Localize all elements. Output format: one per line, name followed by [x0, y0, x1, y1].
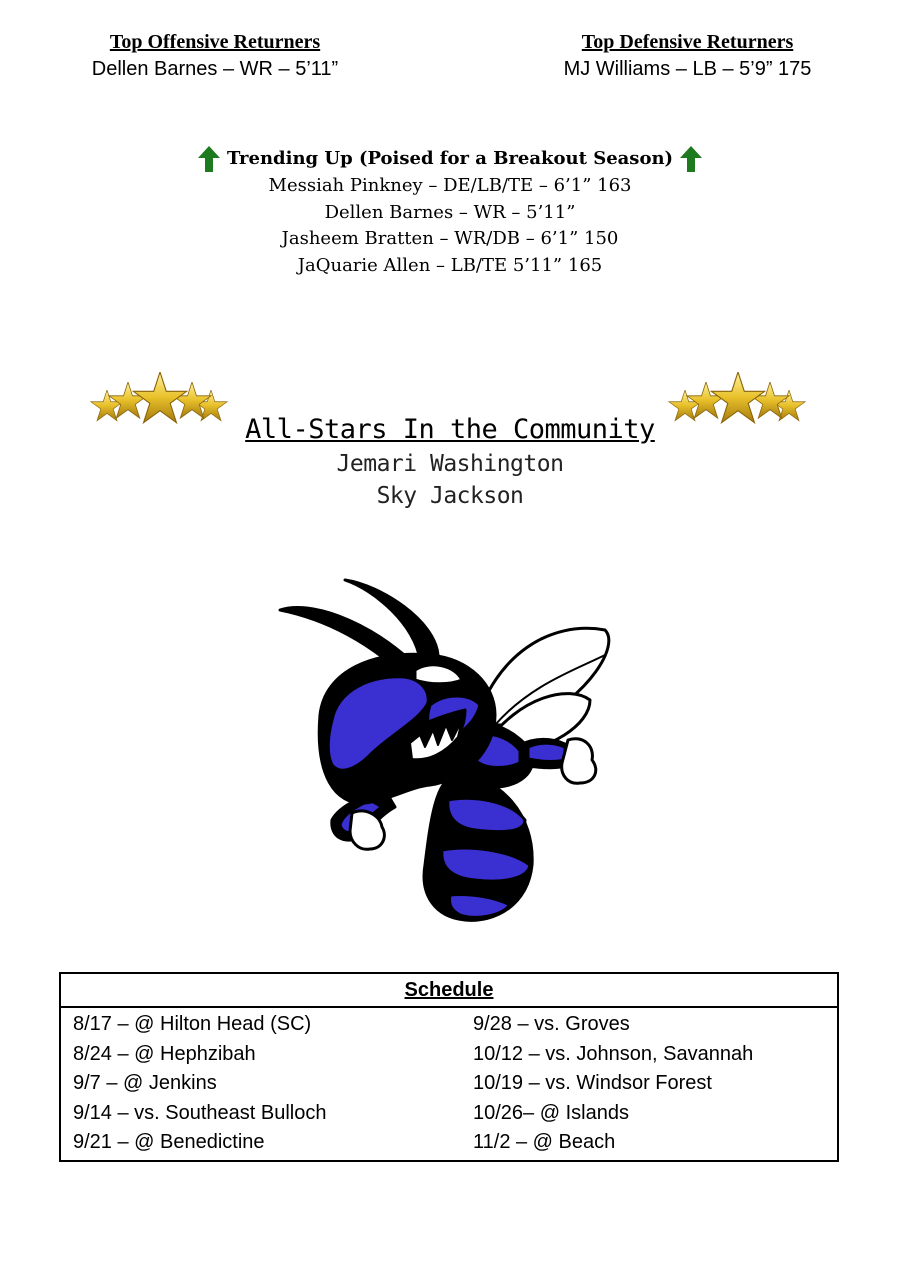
list-item: Jasheem Bratten – WR/DB – 6’1” 150 — [281, 228, 619, 249]
schedule-left-column — [73, 1010, 473, 1158]
list-item: 8/24 – @ Hephzibah — [73, 1042, 256, 1065]
all-stars-community-section — [0, 412, 900, 512]
community-title: All-Stars In the Community — [245, 414, 655, 445]
list-item: Dellen Barnes – WR – 5’11” — [324, 201, 576, 223]
offensive-returners-heading: Top Offensive Returners — [109, 31, 321, 53]
schedule-table — [59, 972, 839, 1162]
community-names-list — [0, 448, 900, 512]
list-item: Sky Jackson — [376, 483, 524, 509]
trending-players-list — [0, 173, 900, 279]
list-item: 10/19 – vs. Windsor Forest — [473, 1072, 712, 1094]
defensive-returners-heading: Top Defensive Returners — [581, 31, 794, 53]
list-item: Messiah Pinkney – DE/LB/TE – 6’1” 163 — [268, 175, 632, 196]
schedule-title — [61, 974, 837, 1008]
trending-up-heading-row — [0, 145, 900, 173]
list-item: 9/21 – @ Benedictine — [73, 1131, 265, 1153]
schedule-title-text: Schedule — [404, 979, 494, 1001]
list-item: 11/2 – @ Beach — [473, 1131, 616, 1153]
list-item: Jemari Washington — [336, 451, 564, 477]
trending-up-section — [0, 145, 900, 279]
offensive-returners — [60, 30, 370, 84]
list-item: 9/7 – @ Jenkins — [73, 1072, 217, 1094]
list-item: JaQuarie Allen – LB/TE 5’11” 165 — [297, 254, 603, 276]
list-item: 10/26– @ Islands — [473, 1101, 629, 1124]
up-arrow-icon — [197, 145, 221, 173]
list-item: 9/14 – vs. Southeast Bulloch — [73, 1101, 327, 1124]
list-item: 9/28 – vs. Groves — [473, 1013, 630, 1035]
trending-up-heading: Trending Up (Poised for a Breakout Season) — [226, 148, 674, 169]
up-arrow-icon — [679, 145, 703, 173]
list-item: 10/12 – vs. Johnson, Savannah — [473, 1042, 754, 1065]
list-item: 8/17 – @ Hilton Head (SC) — [73, 1013, 312, 1035]
defensive-returner-player: MJ Williams – LB – 5’9” 175 — [563, 58, 812, 80]
offensive-returner-player: Dellen Barnes – WR – 5’11” — [91, 58, 339, 80]
defensive-returners — [535, 30, 840, 84]
schedule-body — [61, 1008, 837, 1160]
yellow-jacket-mascot-icon — [270, 575, 630, 923]
schedule-right-column — [473, 1010, 753, 1158]
